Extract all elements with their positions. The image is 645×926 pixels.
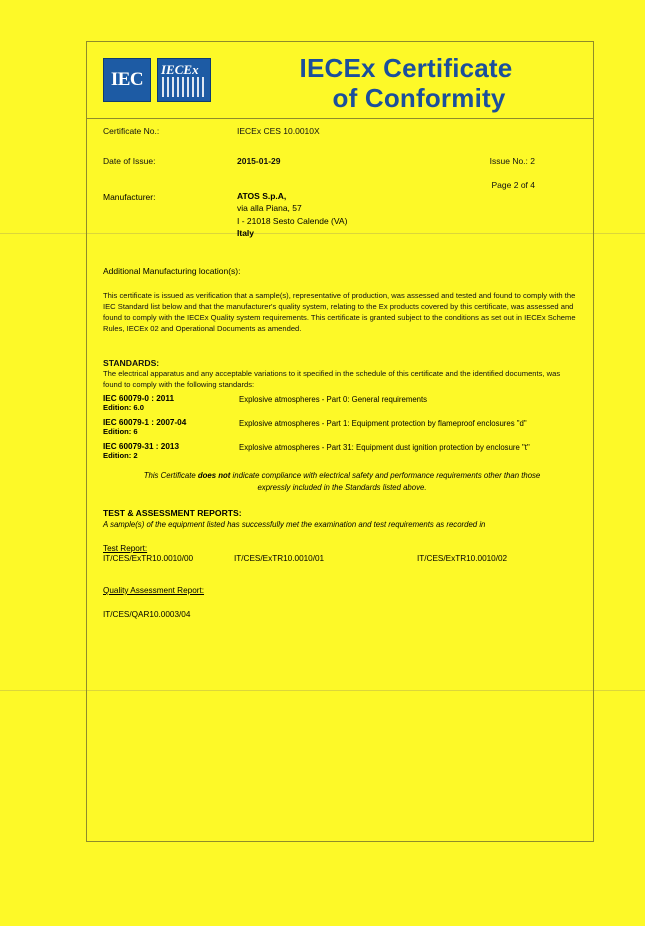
manufacturer-street: via alla Piana, 57 (237, 203, 302, 214)
standard-row (103, 394, 579, 414)
date-of-issue-label: Date of Issue: (103, 156, 156, 166)
certificate-no-label: Certificate No.: (103, 126, 160, 136)
test-report-label: Test Report: (103, 544, 148, 553)
quality-assessment-value: IT/CES/QAR10.0003/04 (103, 610, 191, 619)
title-line-1: IECEx Certificate (299, 53, 513, 83)
header-divider (87, 118, 593, 119)
standard-edition: Edition: 2 (103, 451, 138, 460)
test-report-2: IT/CES/ExTR10.0010/01 (234, 554, 325, 563)
manufacturer-label: Manufacturer: (103, 192, 156, 202)
test-report-3: IT/CES/ExTR10.0010/02 (417, 554, 508, 563)
iecex-logo-label: IECEx (161, 62, 199, 77)
manufacturer-country: Italy (237, 227, 255, 238)
standard-edition: Edition: 6 (103, 427, 138, 436)
iecex-logo-icon (157, 58, 211, 102)
certificate-header (87, 42, 593, 118)
compliance-note-line2: expressly included in the Standards listed above. (257, 482, 427, 492)
standard-description: Explosive atmospheres - Part 31: Equipment dust ignition protection by enclosure "t" (239, 443, 530, 452)
compliance-note-pre: This Certificate (143, 471, 198, 480)
date-of-issue-value: 2015-01-29 (237, 156, 281, 166)
logo-group (103, 58, 211, 102)
meta-row-certificate-no (87, 126, 593, 142)
standards-table (103, 394, 579, 466)
verification-paragraph: This certificate is issued as verification that a sample(s), representative of production, was assessed and tested and found to comply with the IEC Standard list below and that the manufacturer's quality system, relating to the Ex products covered by this certificate, was assessed and found to comply with the IECEx Quality system requirements. This certificate is granted subject to the conditions as set out in IECEx Scheme Rules, IECEx 02 and Operational Documents as amended. (103, 291, 576, 333)
title-line-2: of Conformity (332, 82, 506, 113)
manufacturer-name: ATOS S.p.A, (237, 191, 287, 201)
iecex-logo-bars (162, 77, 206, 97)
certificate-frame (86, 41, 594, 842)
meta-row-date-of-issue (87, 142, 593, 190)
certificate-no-value: IECEx CES 10.0010X (237, 126, 320, 136)
standard-row (103, 418, 579, 438)
manufacturer-address (237, 190, 347, 239)
page-number: Page 2 of 4 (491, 180, 535, 190)
standard-name: IEC 60079-31 : 2013 (103, 442, 180, 451)
compliance-note-bold: does not (197, 471, 231, 480)
page-title (241, 54, 571, 114)
test-assessment-heading: TEST & ASSESSMENT REPORTS: (103, 508, 242, 518)
standards-heading: STANDARDS: (103, 358, 160, 368)
test-assessment-subheading: A sample(s) of the equipment listed has successfully met the examination and test requirements as recorded in (103, 520, 486, 529)
standard-row (103, 442, 579, 462)
certificate-meta (87, 126, 593, 190)
standard-description: Explosive atmospheres - Part 1: Equipment protection by flameproof enclosures "d" (239, 419, 527, 428)
compliance-note-post: indicate compliance with electrical safety and performance requirements other than those (230, 471, 541, 480)
additional-locations-label: Additional Manufacturing location(s): (103, 266, 241, 276)
standard-description: Explosive atmospheres - Part 0: General requirements (239, 395, 428, 404)
standard-name: IEC 60079-1 : 2007-04 (103, 418, 187, 427)
iec-logo-icon: IEC (103, 58, 151, 102)
standard-edition: Edition: 6.0 (103, 403, 144, 412)
issue-number: Issue No.: 2 (489, 156, 535, 166)
standard-name: IEC 60079-0 : 2011 (103, 394, 175, 403)
manufacturer-city: I - 21018 Sesto Calende (VA) (237, 215, 348, 226)
quality-assessment-label: Quality Assessment Report: (103, 586, 205, 595)
test-report-1: IT/CES/ExTR10.0010/00 (103, 554, 194, 563)
standards-intro: The electrical apparatus and any acceptable variations to it specified in the schedule of this certificate and the identified documents, was found to comply with the following standards: (103, 369, 561, 389)
compliance-note (127, 470, 557, 493)
